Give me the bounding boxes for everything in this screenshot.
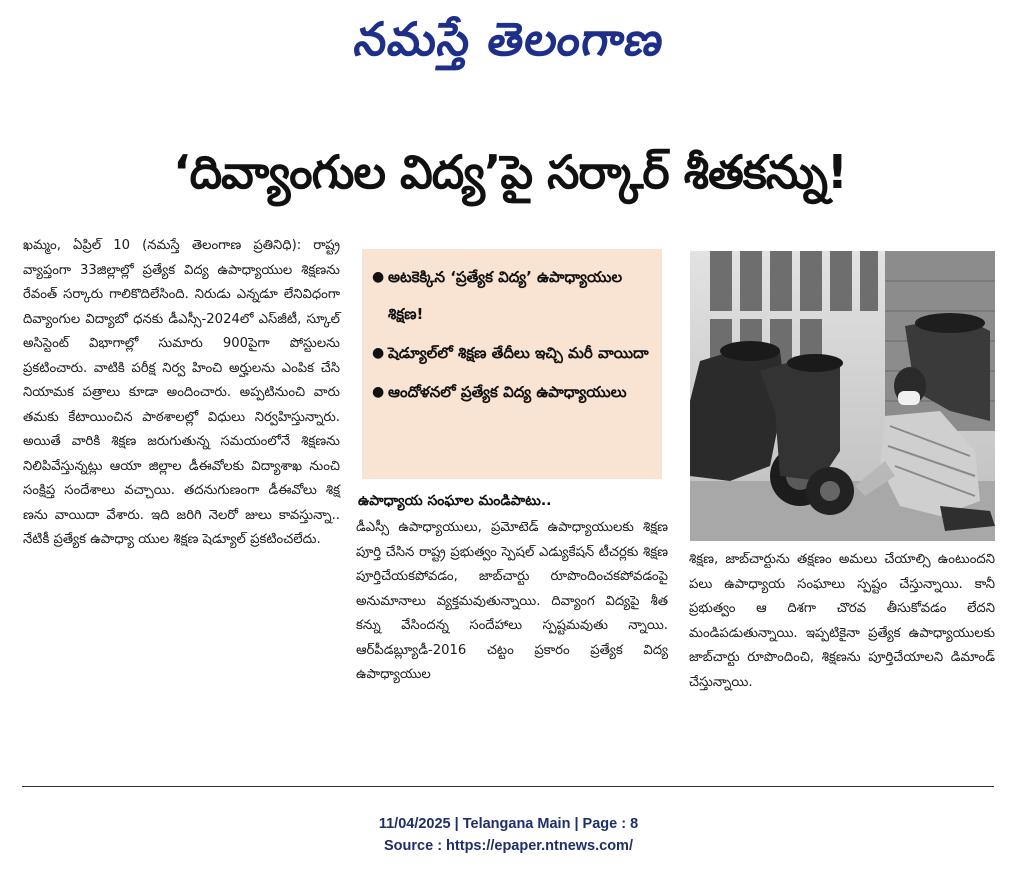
highlight-item xyxy=(372,259,654,333)
article-paragraph-left: ఖమ్మం, ఏప్రిల్ 10 (నమస్తే తెలంగాణ ప్రతినిధి): రాష్ట్ర వ్యాప్తంగా 33జిల్లాల్లో ప్రత్యేక విద్య ఉపాధ్యాయుల శిక్షణను రేవంత్ సర్కారు గాలికొదిలేసింది. నిరుడు ఎన్నడూ లేనివిధంగా దివ్యాంగుల విద్యాబో ధనకు డీఎస్సీ-2024లో ఎస్‌జీటీ, స్కూల్ అసిస్టెంట్ విభాగాల్లో సుమారు 900పైగా పోస్టులను ప్రకటించారు. వాటికి పరీక్ష నిర్వ హించి అర్హులను ఎంపిక చేసి నియామక పత్రాలు కూడా అందించారు. అప్పటినుంచి వారు తమకు కేటాయించిన పాఠశాలల్లో విధులు నిర్వహిస్తున్నారు. అయితే వారికి శిక్షణ జరుగుతున్న సమయంలోనే శిక్షణను నిలిపివేస్తున్నట్లు ఆయా జిల్లాల డీఈవోలకు విద్యాశాఖ నుంచి సంక్షిప్త సందేశాలు వచ్చాయి. తదనుగుణంగా డీఈవోలు శిక్ష ణను వాయిదా వేశారు. ఇది జరిగి నెలరో జులు కావస్తున్నా.. నేటికీ ప్రత్యేక ఉపాధ్యా యుల శిక్షణ షెడ్యూల్ ప్రకటించలేదు. xyxy=(23,238,340,547)
article-column-left xyxy=(23,234,340,553)
highlight-text: అటకెక్కిన ‘ప్రత్యేక విద్య’ ఉపాధ్యాయుల శిక్షణ! xyxy=(388,268,623,323)
photo-illustration xyxy=(690,251,995,541)
highlight-item xyxy=(372,374,654,411)
masthead-logo xyxy=(0,6,1017,84)
highlight-item xyxy=(372,335,654,372)
headline xyxy=(30,138,990,218)
footer-divider xyxy=(22,786,994,787)
bullet-icon: ● xyxy=(372,345,385,361)
bullet-icon: ● xyxy=(372,384,385,400)
highlight-text: షెడ్యూల్‌లో శిక్షణ తేదీలు ఇచ్చి మరీ వాయిదా xyxy=(388,344,649,362)
footer-source-link[interactable]: Source : https://epaper.ntnews.com/ xyxy=(384,838,633,854)
bullet-icon: ● xyxy=(372,269,385,285)
article-column-right xyxy=(689,548,995,695)
article-paragraph-right: శిక్షణ, జాబ్‌చార్టును తక్షణం అమలు చేయాల్సి ఉంటుందని పలు ఉపాధ్యాయ సంఘాలు స్పష్టం చేస్తున్నాయి. కానీ ప్రభుత్వం ఆ దిశగా చొరవ తీసుకోవడం లేదని మండిపడుతున్నాయి. ఇప్పటికైనా ప్రత్యేక ఉపాధ్యాయులకు జాబ్‌చార్టు రూపొందించి, శిక్షణను పూర్తిచేయాలని డిమాండ్ చేస్తున్నాయి. xyxy=(689,552,995,690)
news-photo xyxy=(690,251,995,541)
article-column-middle xyxy=(356,516,668,688)
headline-text: ‘దివ్యాంగుల విద్య’పై సర్కార్ శీతకన్ను! xyxy=(173,145,847,199)
footer-date-edition: 11/04/2025 | Telangana Main | Page : 8 xyxy=(378,816,639,832)
subheading: ఉపాధ్యాయ సంఘాల మండిపాటు.. xyxy=(358,493,552,509)
highlight-text: ఆందోళనలో ప్రత్యేక విద్య ఉపాధ్యాయులు xyxy=(388,383,627,401)
highlights-box xyxy=(362,249,662,479)
article-paragraph-middle: డీఎస్సీ ఉపాధ్యాయులు, ప్రమోటెడ్ ఉపాధ్యాయులకు శిక్షణ పూర్తి చేసిన రాష్ట్ర ప్రభుత్వం స్పెషల్ ఎడ్యుకేషన్ టీచర్లకు శిక్షణ పూర్తిచేయకపోవడం, జాబ్‌చార్టు రూపొందించకపోవడంపై అనుమానాలు వ్యక్తమవుతున్నాయి. దివ్యాంగ విద్యపై శీత కన్ను వేసిందన్న సందేహాలు స్పష్టమవుతు న్నాయి. ఆర్‌పీడబ్ల్యూడీ-2016 చట్టం ప్రకారం ప్రత్యేక విద్య ఉపాధ్యాయుల xyxy=(356,520,668,682)
masthead-title: నమస్తే తెలంగాణ xyxy=(350,12,668,66)
